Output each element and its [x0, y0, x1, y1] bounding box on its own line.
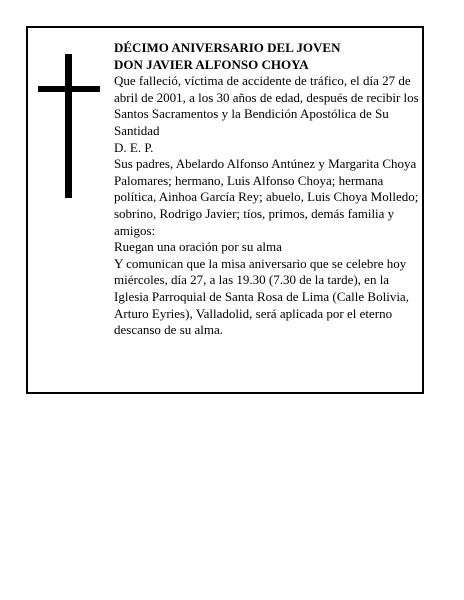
- notice-text: [114, 40, 420, 339]
- cross-icon: [38, 54, 100, 198]
- cross-horizontal-bar: [38, 86, 100, 92]
- notice-paragraph-family: Sus padres, Abelardo Alfonso Antúnez y Margarita Choya Palomares; hermano, Luis Alfonso Choya; hermana política, Ainhoa García Rey; abuelo, Luis Choya Molledo; sobrino, Rodrigo Javier; tíos, primos, demás familia y amigos:: [114, 156, 419, 238]
- obituary-notice: [26, 26, 424, 394]
- notice-title-line-2: DON JAVIER ALFONSO CHOYA: [114, 56, 309, 72]
- cross-vertical-bar: [65, 54, 72, 198]
- notice-title-line-1: DÉCIMO ANIVERSARIO DEL JOVEN: [114, 40, 341, 55]
- notice-paragraph-prayer: Ruegan una oración por su alma: [114, 239, 282, 255]
- notice-paragraph-death: Que falleció, víctima de accidente de tráfico, el día 27 de abril de 2001, a los 30 años de edad, después de recibir los Santos Sacramentos y la Bendición Apostólica de Su Santidad: [114, 73, 419, 138]
- notice-paragraph-mass: Y comunican que la misa aniversario que se celebre hoy miércoles, día 27, a las 19.30 (7.30 de la tarde), en la Iglesia Parroquial de Santa Rosa de Lima (Calle Bolivia, Arturo Eyries), Valladolid, será aplicada por el eterno descanso de su alma.: [114, 255, 409, 338]
- notice-paragraph-dep: D. E. P.: [114, 139, 154, 155]
